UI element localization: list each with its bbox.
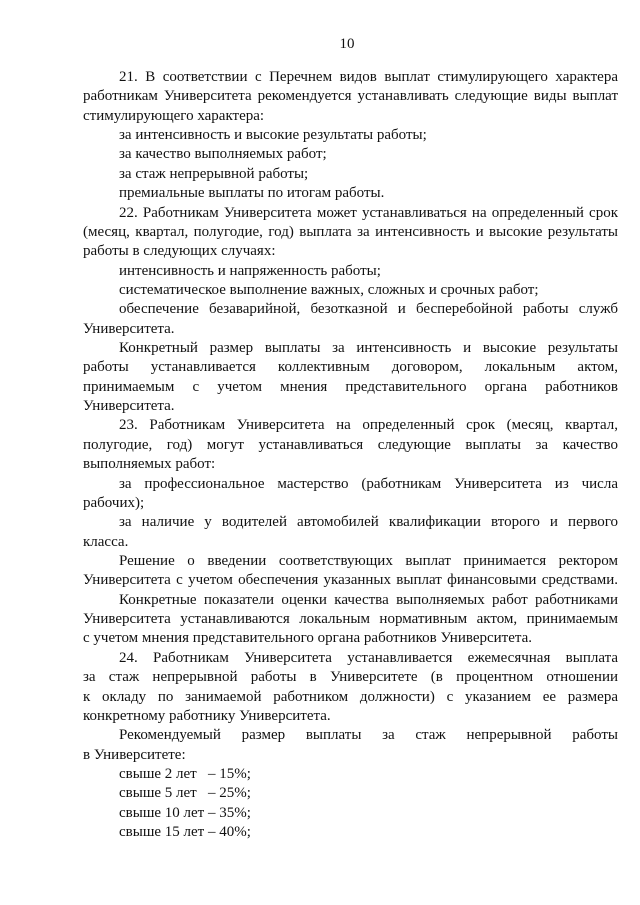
text-line: обеспечение безаварийной, безотказной и бесперебойной работы служб [119, 301, 618, 318]
text-line: за стаж непрерывной работы в Университете (в процентном отношении [83, 669, 618, 686]
page-number: 10 [339, 36, 355, 52]
text-line: Университета устанавливаются локальным нормативным актом, принимаемым [83, 611, 618, 628]
text-line: (месяц, квартал, полугодие, год) выплата за интенсивность и высокие результаты [83, 223, 618, 240]
text-line: к окладу по занимаемой работником должности) с указанием ее размера [83, 688, 618, 705]
text-line: интенсивность и напряженность работы; [119, 262, 381, 279]
text-line: за интенсивность и высокие результаты работы; [119, 127, 427, 144]
text-line: Рекомендуемый размер выплаты за стаж непрерывной работы [119, 727, 618, 744]
text-line: Конкретные показатели оценки качества выполняемых работ работниками [119, 591, 618, 608]
text-line: выполняемых работ: [83, 456, 216, 473]
text-line: 21. В соответствии с Перечнем видов выплат стимулирующего характера [119, 69, 618, 85]
text-line: конкретному работнику Университета. [83, 707, 331, 724]
text-line: работы устанавливается коллективным договором, локальным актом, [83, 359, 618, 376]
text-line: принимаемым с учетом мнения представительного органа работников [83, 378, 618, 395]
text-line: свыше 10 лет – 35%; [119, 804, 251, 821]
text-line: Университета с учетом обеспечения указанных выплат финансовыми средствами. [83, 572, 618, 589]
text-line: систематическое выполнение важных, сложных и срочных работ; [119, 281, 539, 298]
text-line: Университета. [83, 398, 175, 415]
text-line: 22. Работникам Университета может устанавливаться на определенный срок [119, 204, 618, 221]
text-line: работы в следующих случаях: [83, 243, 276, 260]
text-line: рабочих); [83, 494, 145, 511]
text-line: 24. Работникам Университета устанавливается ежемесячная выплата [119, 649, 618, 666]
text-line: Решение о введении соответствующих выплат принимается ректором [119, 552, 618, 569]
text-line: за профессиональное мастерство (работникам Университета из числа [119, 475, 618, 492]
text-line: за качество выполняемых работ; [119, 146, 327, 163]
text-line: полугодие, год) могут устанавливаться следующие выплаты за качество [83, 436, 618, 453]
text-line: работникам Университета рекомендуется устанавливать следующие виды выплат [83, 88, 618, 105]
text-line: в Университете: [83, 746, 186, 763]
text-line: Конкретный размер выплаты за интенсивность и высокие результаты [119, 340, 618, 357]
text-line: с учетом мнения представительного органа работников Университета. [83, 630, 533, 647]
document-body [83, 68, 618, 842]
text-line: стимулирующего характера: [83, 107, 265, 124]
text-line: свыше 15 лет – 40%; [119, 824, 251, 841]
text-line: за стаж непрерывной работы; [119, 165, 309, 182]
text-line: класса. [83, 533, 129, 550]
text-line: Университета. [83, 320, 175, 337]
text-line: свыше 5 лет – 25%; [119, 785, 251, 802]
text-line: 23. Работникам Университета на определенный срок (месяц, квартал, [119, 417, 618, 434]
text-line: за наличие у водителей автомобилей квалификации второго и первого [119, 514, 618, 531]
text-line: премиальные выплаты по итогам работы. [119, 185, 385, 202]
text-line: свыше 2 лет – 15%; [119, 765, 251, 782]
